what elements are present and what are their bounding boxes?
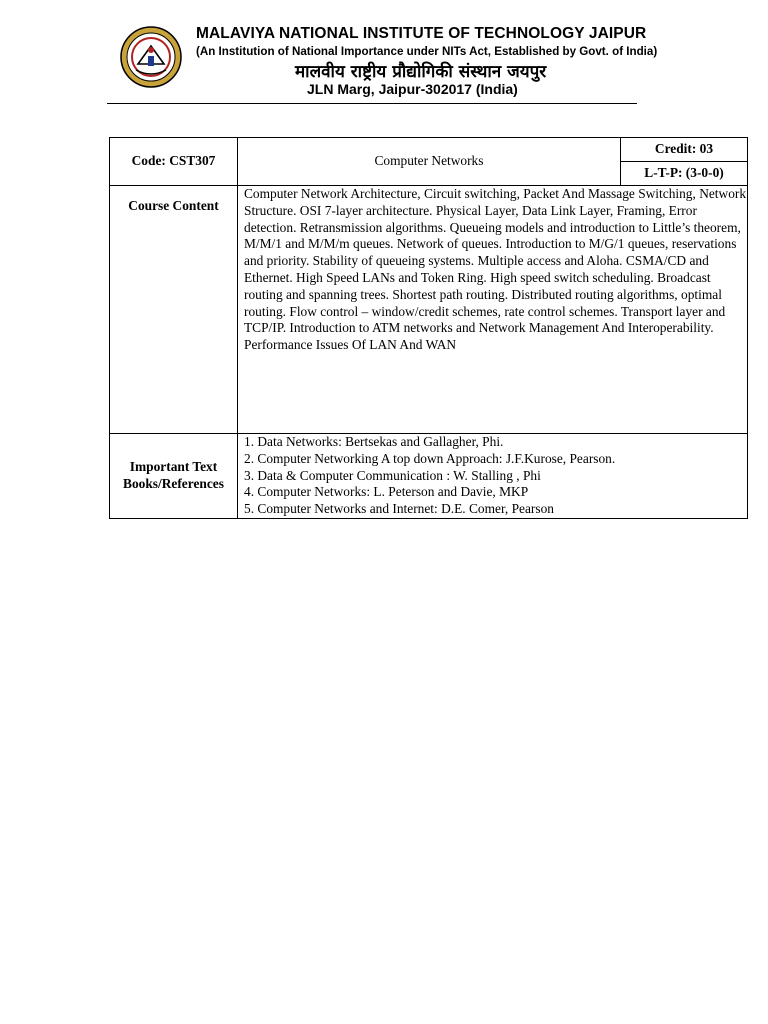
books-label-line1: Important Text bbox=[129, 459, 218, 475]
course-content-label: Course Content bbox=[110, 186, 238, 434]
course-table bbox=[109, 137, 748, 519]
course-credit: Credit: 03 bbox=[621, 138, 748, 162]
book-item: 1. Data Networks: Bertsekas and Gallagher, Phi. bbox=[244, 434, 504, 449]
course-content-row bbox=[110, 186, 748, 434]
letterhead bbox=[0, 0, 768, 110]
institute-name: MALAVIYA NATIONAL INSTITUTE OF TECHNOLOGY JAIPUR bbox=[196, 25, 647, 42]
books-label-line2: Books/References bbox=[123, 476, 224, 491]
book-item: 3. Data & Computer Communication : W. Stalling , Phi bbox=[244, 467, 541, 483]
header-divider bbox=[107, 103, 637, 104]
books-list bbox=[238, 434, 748, 519]
course-content-text: Computer Network Architecture, Circuit switching, Packet And Massage Switching, Network Structure. OSI 7-layer architecture. Physical Layer, Data Link Layer, Framing, Error detection. Retransmission algorithms. Queueing models and introduction to Little’s theorem, M/M/1 and M/M/m queues. Network of queues. Introduction to M/G/1 queues, reservations and priority. Stability of queueing systems. Multiple access and Aloha. CSMA/CD and Ethernet. High Speed LANs and Token Ring. High speed switch scheduling. Broadcast routing and spanning trees. Shortest path routing. Distributed routing algorithms, optimal routing. Flow control – window/credit schemes, rate control schemes. Transport layer and TCP/IP. Introduction to ATM networks and Network Management And Interoperability. Performance Issues Of LAN And WAN bbox=[238, 186, 748, 434]
course-code: Code: CST307 bbox=[110, 138, 238, 186]
course-ltp: L-T-P: (3-0-0) bbox=[621, 162, 748, 186]
book-item: 5. Computer Networks and Internet: D.E. Comer, Pearson bbox=[244, 501, 554, 517]
course-header-row bbox=[110, 138, 748, 162]
book-item: 2. Computer Networking A top down Approach: J.F.Kurose, Pearson. bbox=[244, 450, 616, 466]
course-title: Computer Networks bbox=[238, 138, 621, 186]
course-books-row bbox=[110, 434, 748, 519]
institute-name-hindi: मालवीय राष्ट्रीय प्रौद्योगिकी संस्थान जयपुर bbox=[295, 62, 547, 82]
institute-emblem-icon bbox=[120, 26, 182, 88]
book-item: 4. Computer Networks: L. Peterson and Davie, MKP bbox=[244, 484, 529, 500]
books-label bbox=[110, 434, 238, 519]
institute-subtitle: (An Institution of National Importance under NITs Act, Established by Govt. of India) bbox=[196, 45, 658, 58]
institute-address: JLN Marg, Jaipur-302017 (India) bbox=[307, 81, 518, 97]
